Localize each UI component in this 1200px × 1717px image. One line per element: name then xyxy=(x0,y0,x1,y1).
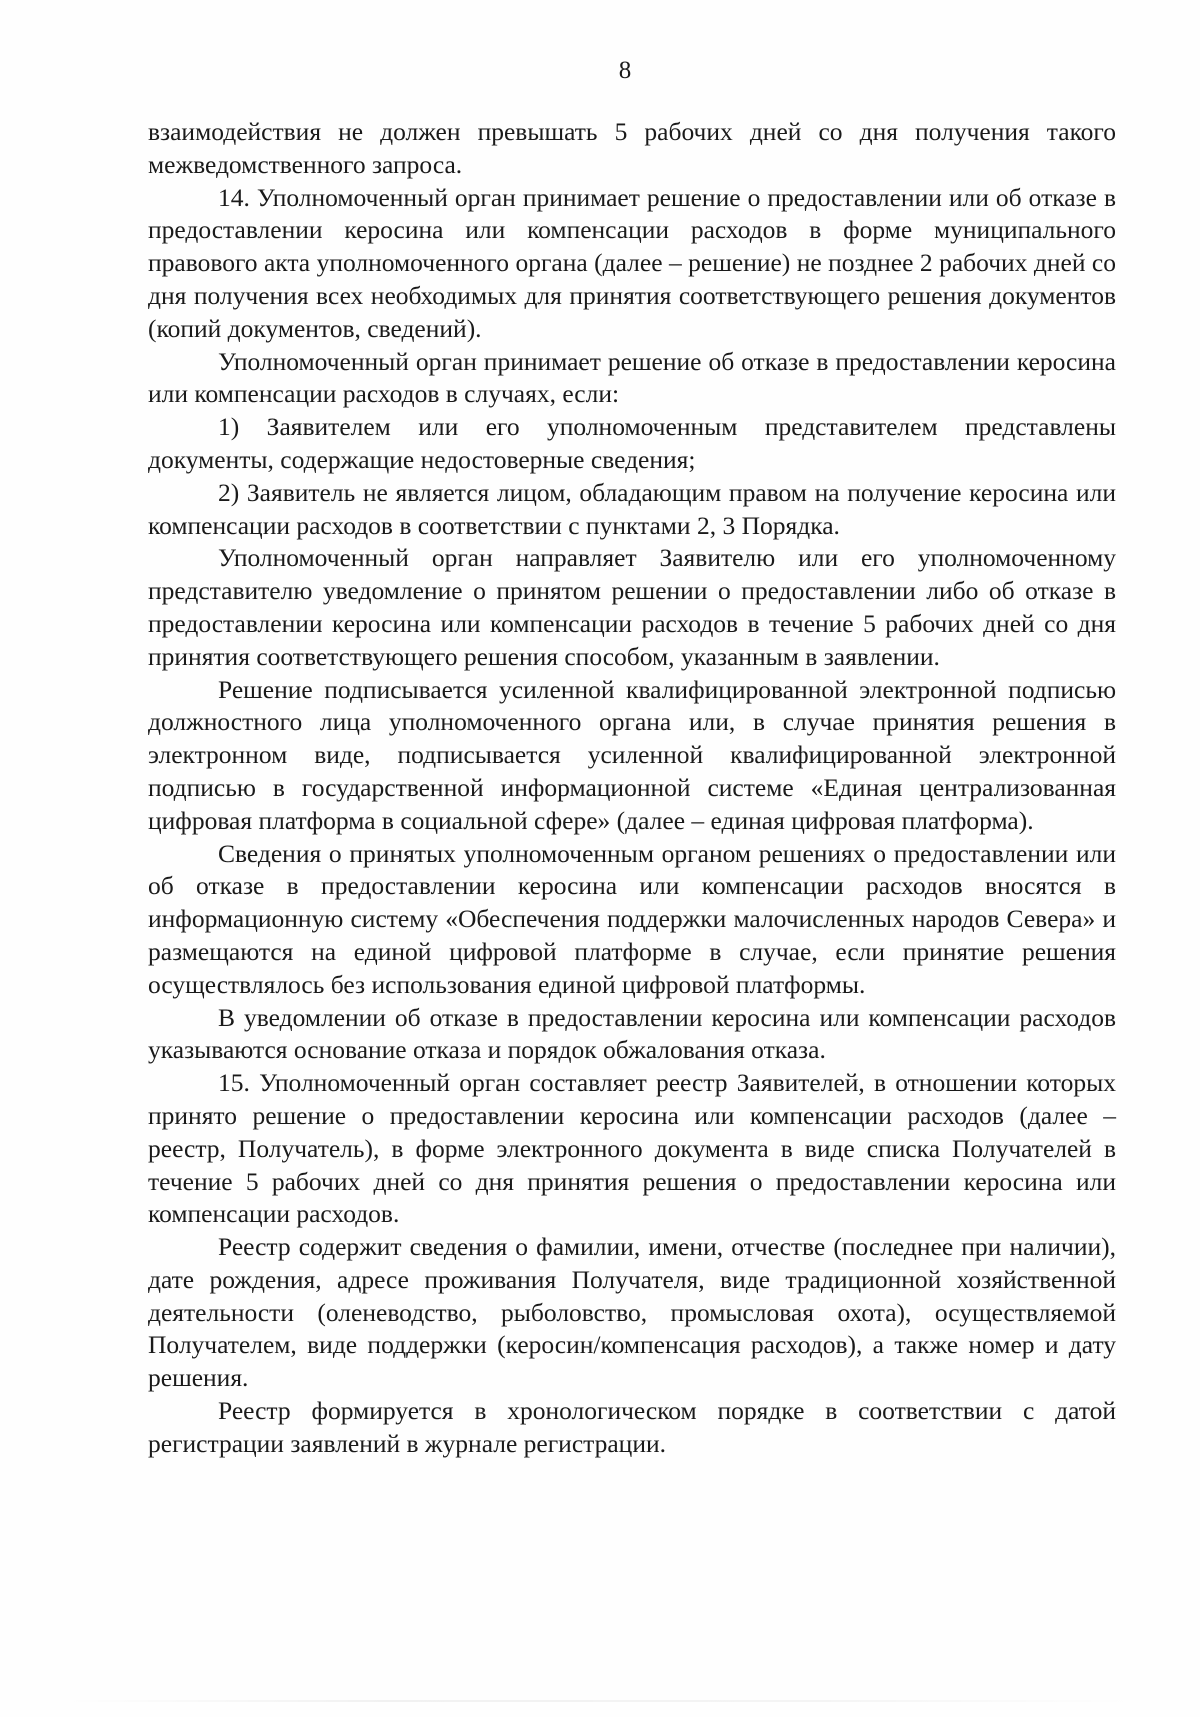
paragraph-refusal-notice: В уведомлении об отказе в предоставлении керосина или компенсации расходов указываются основание отказа и порядок обжалования отказа. xyxy=(148,1002,1116,1065)
paragraph-clause-15: 15. Уполномоченный орган составляет реестр Заявителей, в отношении которых принято решение о предоставлении керосина или компенсации расходов (далее – реестр, Получатель), в форме электронного документа в виде списка Получателей в течение 5 рабочих дней со дня принятия решения о предоставлении керосина или компенсации расходов. xyxy=(148,1068,1116,1229)
document-body xyxy=(148,116,1116,1461)
page-number: 8 xyxy=(618,57,632,84)
paragraph-signature: Решение подписывается усиленной квалифицированной электронной подписью должностного лица уполномоченного органа или, в случае принятия решения в электронном виде, подписывается усиленной квалифицированной электронной подписью в государственной информационной системе «Единая централизованная цифровая платформа в социальной сфере» (далее – единая цифровая платформа). xyxy=(148,674,1116,835)
paragraph-refusal-item-1: 1) Заявителем или его уполномоченным представителем представлены документы, содержащие недостоверные сведения; xyxy=(148,412,1116,474)
scan-edge-divider xyxy=(60,1700,1140,1702)
paragraph-refusal-item-2: 2) Заявитель не является лицом, обладающим правом на получение керосина или компенсации расходов в соответствии с пунктами 2, 3 Порядка. xyxy=(148,477,1116,540)
paragraph-clause-14: 14. Уполномоченный орган принимает решение о предоставлении или об отказе в предоставлении керосина или компенсации расходов в форме муниципального правового акта уполномоченного органа (далее – решение) не позднее 2 рабочих дней со дня получения всех необходимых для принятия соответствующего решения документов (копий документов, сведений). xyxy=(148,182,1116,343)
paragraph-notification: Уполномоченный орган направляет Заявителю или его уполномоченному представителю уведомление о принятом решении о предоставлении либо об отказе в предоставлении керосина или компенсации расходов в течение 5 рабочих дней со дня принятия соответствующего решения способом, указанным в заявлении. xyxy=(148,543,1116,671)
paragraph-information-system: Сведения о принятых уполномоченным органом решениях о предоставлении или об отказе в предоставлении керосина или компенсации расходов вносятся в информационную систему «Обеспечения поддержки малочисленных народов Севера» и размещаются на единой цифровой платформе в случае, если принятие решения осуществлялось без использования единой цифровой платформы. xyxy=(148,838,1116,999)
paragraph-registry-contents: Реестр содержит сведения о фамилии, имени, отчестве (последнее при наличии), дате рождения, адресе проживания Получателя, виде традиционной хозяйственной деятельности (оленеводство, рыболовство, промысловая охота), осуществляемой Получателем, виде поддержки (керосин/компенсация расходов), а также номер и дату решения. xyxy=(148,1232,1116,1393)
paragraph-registry-order: Реестр формируется в хронологическом порядке в соответствии с датой регистрации заявлений в журнале регистрации. xyxy=(148,1396,1116,1458)
paragraph-continuation: взаимодействия не должен превышать 5 рабочих дней со дня получения такого межведомственного запроса. xyxy=(148,117,1116,179)
paragraph-refusal-cases: Уполномоченный орган принимает решение об отказе в предоставлении керосина или компенсации расходов в случаях, если: xyxy=(148,346,1116,409)
